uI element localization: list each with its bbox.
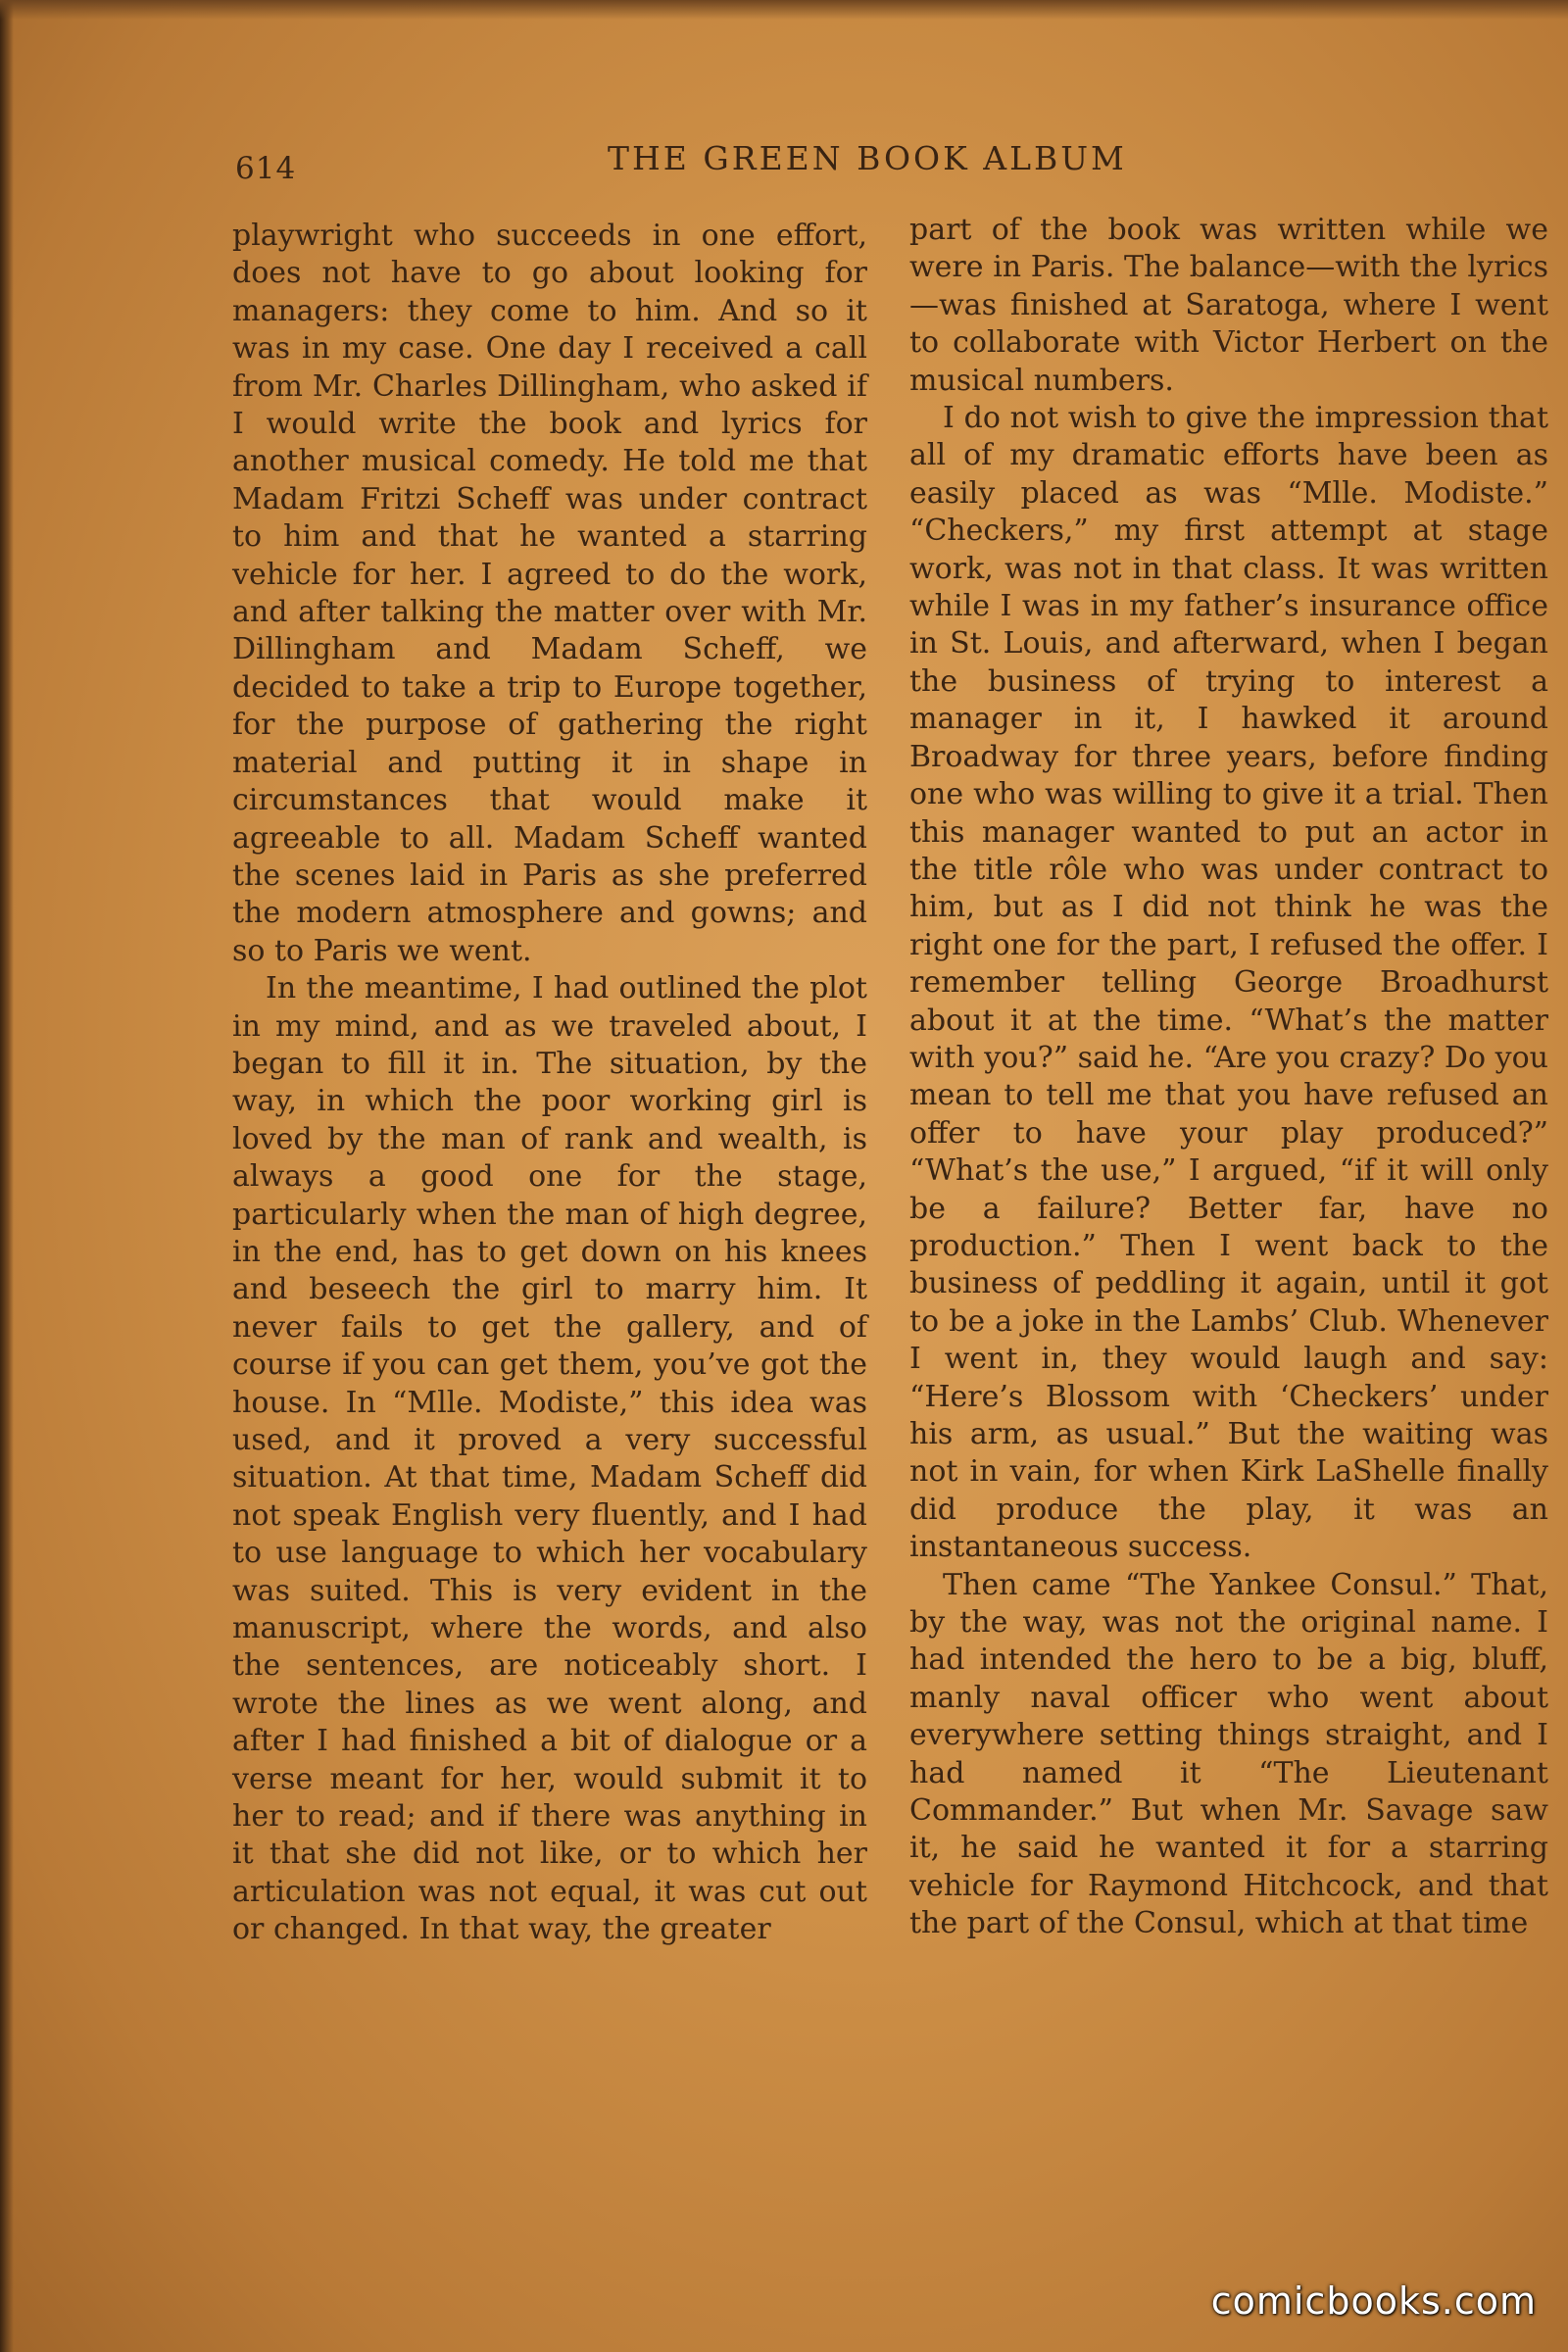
paragraph: part of the book was written while we were in Paris. The balance—with the lyrics—was finished at Saratoga, where I went to collaborate with Victor Herbert on the musical numbers. xyxy=(909,213,1548,398)
paragraph: Then came “The Yankee Consul.” That, by the way, was not the original name. I had intended the hero to be a big, bluff, manly naval officer who went about everywhere setting things straight, and I had named it “The Lieutenant Commander.” But when Mr. Savage saw it, he said he wanted it for a starring vehicle for Raymond Hitchcock, and that the part of the Consul, which at that time xyxy=(909,1567,1548,1941)
page-top-shadow xyxy=(0,0,1568,20)
paragraph: In the meantime, I had outlined the plot in my mind, and as we traveled about, I began to fill it in. The situation, by the way, in which the poor working girl is loved by the man of rank and wealth, is always a good one for the stage, particularly when the man of high degree, in the end, has to get down on his knees and beseech the girl to marry him. It never fails to get the gallery, and of course if you can get them, you’ve got the house. In “Mlle. Modiste,” this idea was used, and it proved a very successful situation. At that time, Madam Scheff did not speak English very fluently, and I had to use language to which her vocabulary was suited. This is very evident in the manuscript, where the words, and also the sentences, are noticeably short. I wrote the lines as we went along, and after I had finished a bit of dialogue or a verse meant for her, would submit it to her to read; and if there was anything in it that she did not like, or to which her articulation was not equal, it was cut out or changed. In that way, the greater xyxy=(232,971,867,1947)
left-column xyxy=(232,218,867,1949)
watermark: comicbooks.com xyxy=(1210,2279,1537,2323)
page-binding-shadow xyxy=(0,0,14,2352)
running-title: THE GREEN BOOK ALBUM xyxy=(608,139,1127,177)
page-number: 614 xyxy=(235,151,297,186)
paragraph: playwright who succeeds in one effort, does not have to go about looking for managers: they come to him. And so it was in my case. One day I received a call from Mr. Charles Dillingham, who asked if I would write the book and lyrics for another musical comedy. He told me that Madam Fritzi Scheff was under contract to him and that he wanted a starring vehicle for her. I agreed to do the work, and after talking the matter over with Mr. Dillingham and Madam Scheff, we decided to take a trip to Europe together, for the purpose of gathering the right material and putting it in shape in circumstances that would make it agreeable to all. Madam Scheff wanted the scenes laid in Paris as she preferred the modern atmosphere and gowns; and so to Paris we went. xyxy=(232,219,867,968)
right-column xyxy=(909,212,1548,1943)
paragraph: I do not wish to give the impression that all of my dramatic efforts have been as easily placed as was “Mlle. Modiste.” “Checkers,” my first attempt at stage work, was not in that class. It was written while I was in my father’s insurance office in St. Louis, and afterward, when I began the business of trying to interest a manager in it, I hawked it around Broadway for three years, before finding one who was willing to give it a trial. Then this manager wanted to put an actor in the title rôle who was under contract to him, but as I did not think he was the right one for the part, I refused the offer. I remember telling George Broadhurst about it at the time. “What’s the matter with you?” said he. “Are you crazy? Do you mean to tell me that you have refused an offer to have your play produced?” “What’s the use,” I argued, “if it will only be a failure? Better far, have no production.” Then I went back to the business of peddling it again, until it got to be a joke in the Lambs’ Club. Whenever I went in, they would laugh and say: “Here’s Blossom with ‘Checkers’ under his arm, as usual.” But the waiting was not in vain, for when Kirk LaShelle finally did produce the play, it was an instantaneous success. xyxy=(909,401,1548,1565)
page-header xyxy=(235,135,1372,194)
